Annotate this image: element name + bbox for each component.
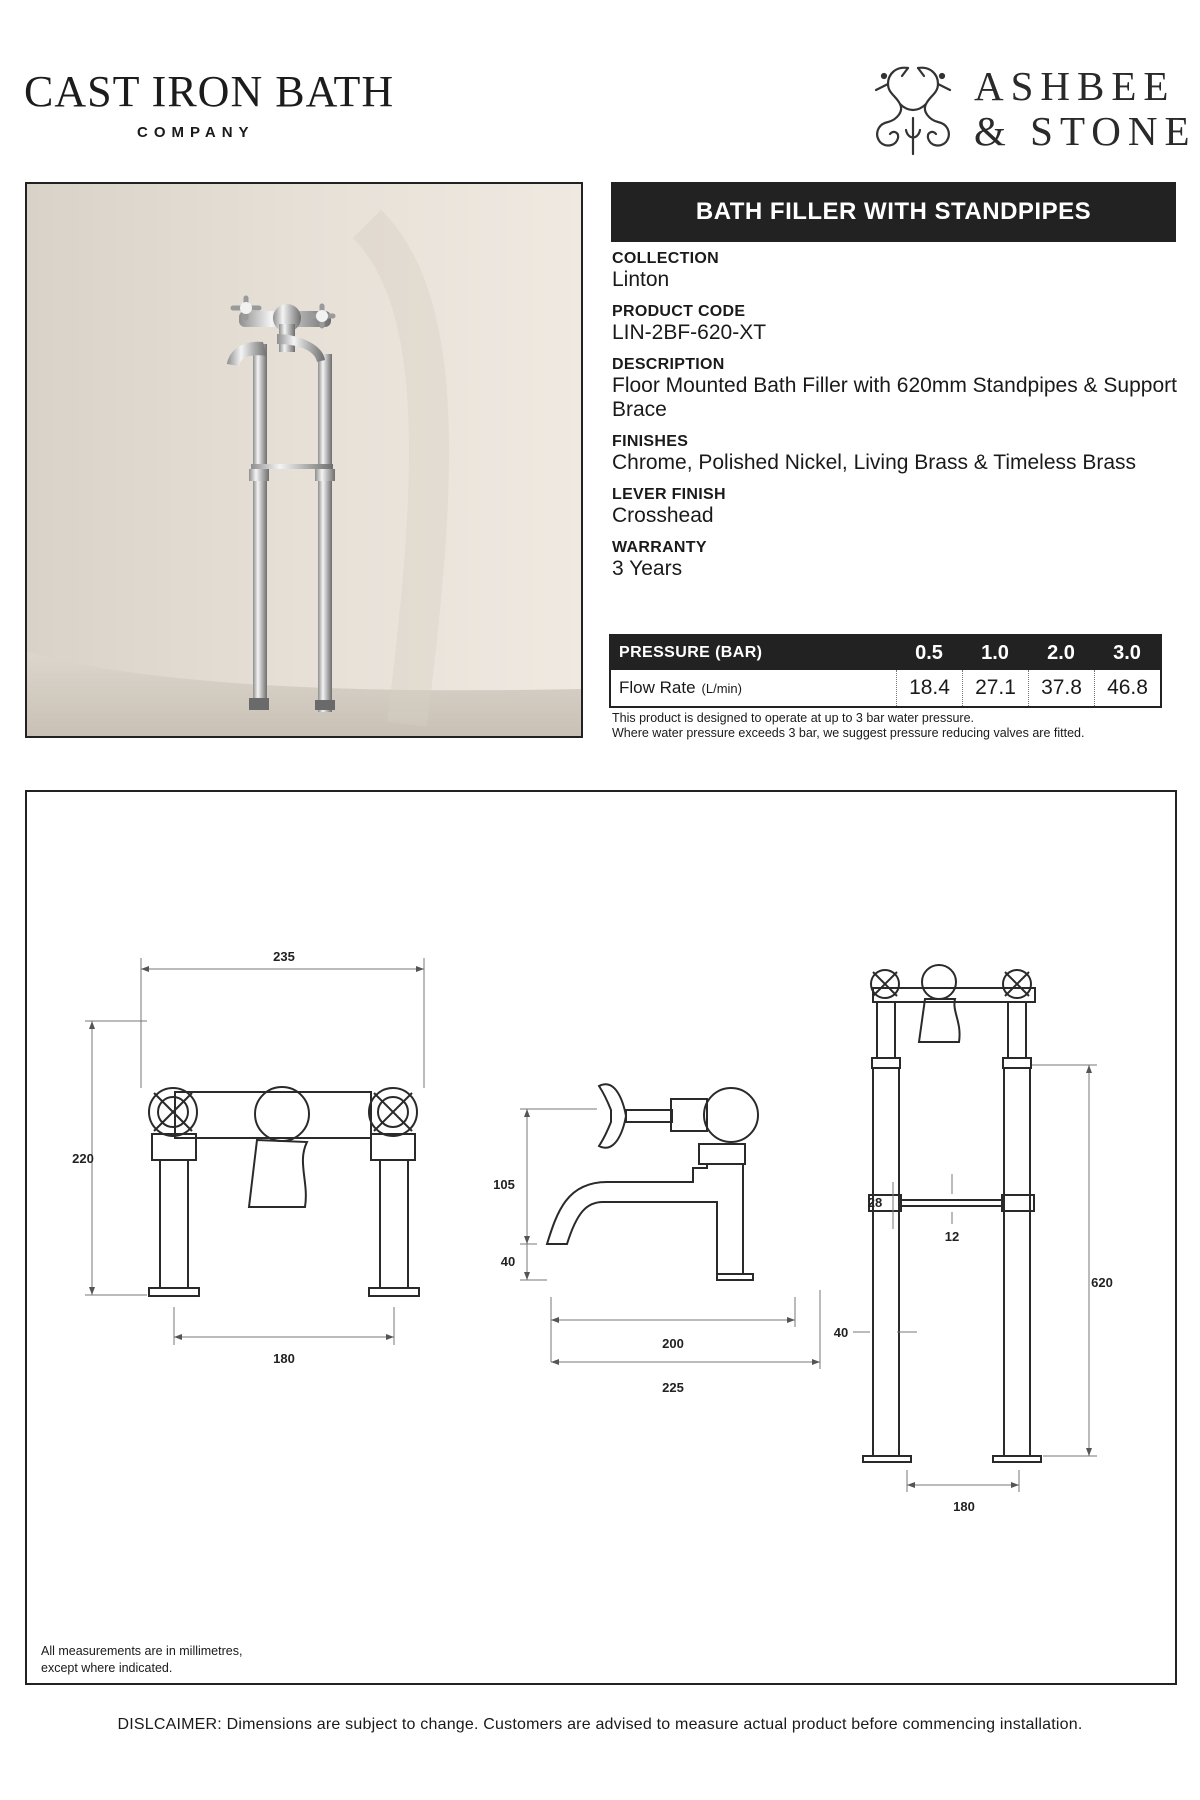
spec-finishes — [612, 433, 1182, 475]
spec-label: COLLECTION — [612, 250, 719, 267]
product-photo — [25, 182, 583, 738]
spec-collection — [612, 250, 1182, 292]
flow-rate-value: 18.4 — [896, 670, 962, 706]
dim-side-height: 105 — [493, 1177, 515, 1192]
dim-standpipe-centres: 180 — [953, 1499, 975, 1514]
spec-value: 3 Years — [612, 557, 683, 580]
spec-label: PRODUCT CODE — [612, 303, 746, 320]
measurement-note-line-2: except where indicated. — [41, 1661, 173, 1675]
pressure-header-row — [611, 636, 1160, 670]
dim-pipe: 40 — [833, 1325, 849, 1340]
spec-lever-finish — [612, 486, 1182, 528]
dim-front-width: 235 — [273, 949, 295, 964]
product-title: BATH FILLER WITH STANDPIPES — [611, 182, 1176, 242]
spec-label: LEVER FINISH — [612, 486, 726, 503]
spec-label: FINISHES — [612, 433, 689, 450]
pressure-note-line-2: Where water pressure exceeds 3 bar, we suggest pressure reducing valves are fitted. — [612, 726, 1085, 740]
flow-rate-unit: (L/min) — [701, 681, 742, 696]
pressure-note-line-1: This product is designed to operate at up to 3 bar water pressure. — [612, 711, 975, 725]
technical-drawing-panel — [25, 790, 1177, 1685]
side-view-drawing — [547, 1084, 758, 1280]
ashbee-stone-logo — [858, 60, 1197, 160]
dim-standpipe-height: 620 — [1091, 1275, 1113, 1290]
spec-warranty — [612, 539, 1182, 581]
seahorse-emblem-icon — [858, 60, 968, 160]
product-specs — [612, 250, 1182, 592]
flow-rate-value: 37.8 — [1028, 670, 1094, 706]
pressure-value: 0.5 — [915, 641, 943, 664]
spec-product-code — [612, 303, 1182, 345]
spec-value: Crosshead — [612, 504, 714, 527]
flow-rate-value: 46.8 — [1094, 670, 1160, 706]
pressure-value: 2.0 — [1047, 641, 1075, 664]
dim-brace-gap: 12 — [944, 1229, 960, 1244]
spec-description — [612, 356, 1182, 422]
dim-side-base: 40 — [500, 1254, 516, 1269]
dim-side-spout: 200 — [662, 1336, 684, 1351]
flow-rate-label — [611, 678, 896, 698]
dim-side-depth: 225 — [662, 1380, 684, 1395]
logo-word-ashbee: ASHBEE — [974, 63, 1176, 109]
spec-label: DESCRIPTION — [612, 356, 725, 373]
flow-rate-value: 27.1 — [962, 670, 1028, 706]
front-view-drawing — [149, 1087, 419, 1296]
pressure-value: 3.0 — [1113, 641, 1141, 664]
logo-word-stone: & STONE — [974, 108, 1197, 154]
spec-value: Linton — [612, 268, 670, 291]
spec-value: LIN-2BF-620-XT — [612, 321, 767, 344]
measurement-note-line-1: All measurements are in millimetres, — [41, 1644, 243, 1658]
spec-label: WARRANTY — [612, 539, 707, 556]
technical-drawings — [27, 792, 1175, 1683]
spec-value: Chrome, Polished Nickel, Living Brass & Timeless Brass — [612, 451, 1137, 474]
pressure-table — [609, 634, 1162, 708]
dim-brace: 28 — [867, 1195, 883, 1210]
pressure-header-label: PRESSURE (BAR) — [619, 644, 763, 661]
flow-rate-text: Flow Rate — [619, 678, 696, 697]
pressure-note — [612, 711, 1084, 741]
flow-rate-row — [611, 670, 1160, 706]
cast-iron-bath-logo — [24, 67, 404, 141]
dim-front-centres: 180 — [273, 1351, 295, 1366]
measurement-note — [41, 1643, 242, 1677]
dim-front-height: 220 — [72, 1151, 94, 1166]
logo-line-1: CAST IRON BATH — [24, 67, 395, 116]
pressure-value: 1.0 — [981, 641, 1009, 664]
disclaimer: DISLCAIMER: Dimensions are subject to change. Customers are advised to measure actual product before commencing installation. — [117, 1716, 1083, 1733]
logo-line-2: COMPANY — [137, 124, 255, 141]
spec-value: Floor Mounted Bath Filler with 620mm Standpipes & Support Brace — [612, 374, 1177, 421]
